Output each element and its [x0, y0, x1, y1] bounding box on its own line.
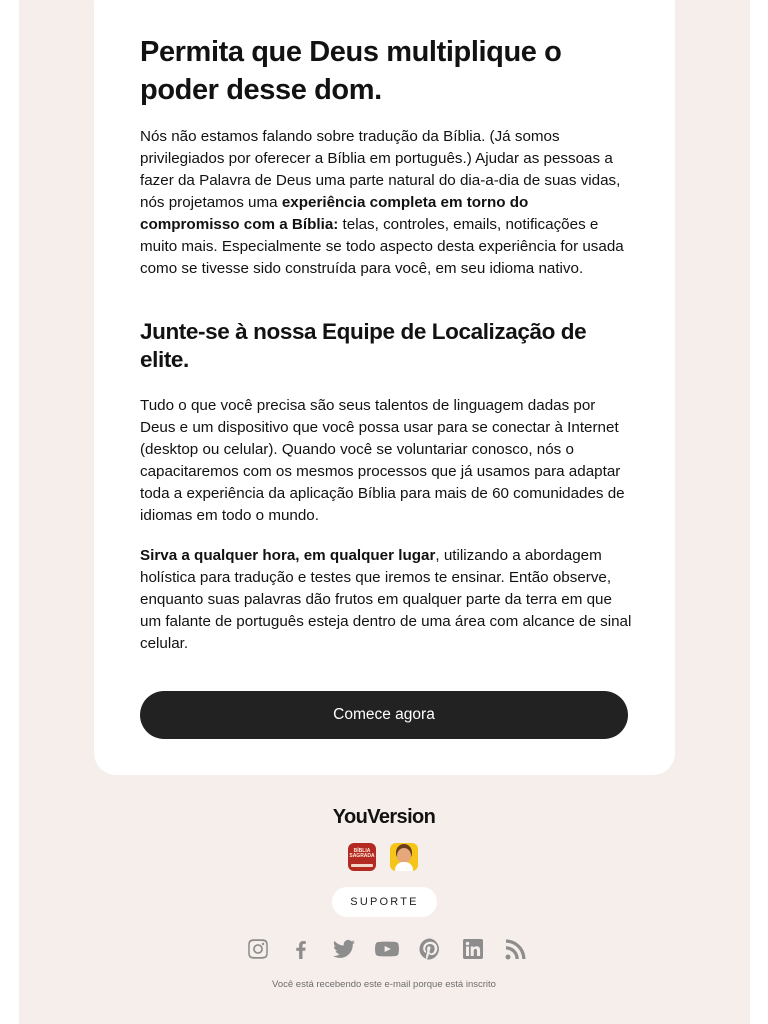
section-heading: Junte-se à nossa Equipe de Localização de elite.	[140, 319, 587, 372]
serve-paragraph	[140, 545, 632, 655]
youversion-logo[interactable]: YouVersion	[332, 806, 436, 828]
requirements-paragraph: Tudo o que você precisa são seus talentos de linguagem dadas por Deus e um dispositivo que você possa usar para se conectar à Internet (desktop ou celular). Quando você se voluntariar conosco, nós o capacitaremos com os mesmos processos que já usamos para adaptar toda a experiência da aplicação Bíblia para mais de 60 comunidades de idiomas em todo o mundo.	[140, 397, 625, 524]
twitter-icon[interactable]	[330, 935, 358, 963]
paragraph-text: Nós não estamos falando sobre tradução da Bíblia. (Já somos privilegiados por oferecer a Bíblia em português.) Ajudar as pessoas a fazer da Palavra de Deus uma parte natural do dia-a-dia de suas vidas, nós projetamos uma	[140, 128, 621, 211]
instagram-icon[interactable]	[244, 935, 272, 963]
app-icons	[348, 843, 418, 871]
bible-app-label: BÍBLIA SAGRADA	[349, 848, 375, 859]
paragraph-text: , utilizando a abordagem holística para tradução e testes que iremos te ensinar. Então observe, enquanto suas palavras dão frutos em qualquer parte da terra em que um falante de português esteja dentro de uma área com alcance de sinal celular.	[140, 547, 632, 652]
start-now-button[interactable]: Comece agora	[140, 691, 628, 739]
subscription-notice: Você está recebendo este e-mail porque está inscrito	[272, 979, 496, 990]
kids-character-face	[397, 848, 411, 863]
kids-character-robe	[395, 862, 413, 871]
facebook-icon[interactable]	[287, 935, 315, 963]
bible-app-icon[interactable]	[348, 843, 376, 871]
page-title: Permita que Deus multiplique o poder desse dom.	[140, 36, 562, 106]
paragraph-text: telas, controles, emails, notificações e muito mais. Especialmente se todo aspecto desta experiência for usada como se tivesse sido construída para você, em seu idioma nativo.	[140, 216, 624, 277]
intro-paragraph	[140, 126, 632, 280]
support-button[interactable]: SUPORTE	[332, 887, 437, 917]
content-card	[94, 0, 675, 775]
social-links	[244, 935, 530, 963]
emphasis-text: experiência completa em torno do compromisso com a Bíblia:	[140, 194, 529, 233]
youtube-icon[interactable]	[373, 935, 401, 963]
bible-kids-app-icon[interactable]	[390, 843, 418, 871]
linkedin-icon[interactable]	[459, 935, 487, 963]
emphasis-text: Sirva a qualquer hora, em qualquer lugar	[140, 547, 436, 564]
pinterest-icon[interactable]	[416, 935, 444, 963]
rss-icon[interactable]	[502, 935, 530, 963]
